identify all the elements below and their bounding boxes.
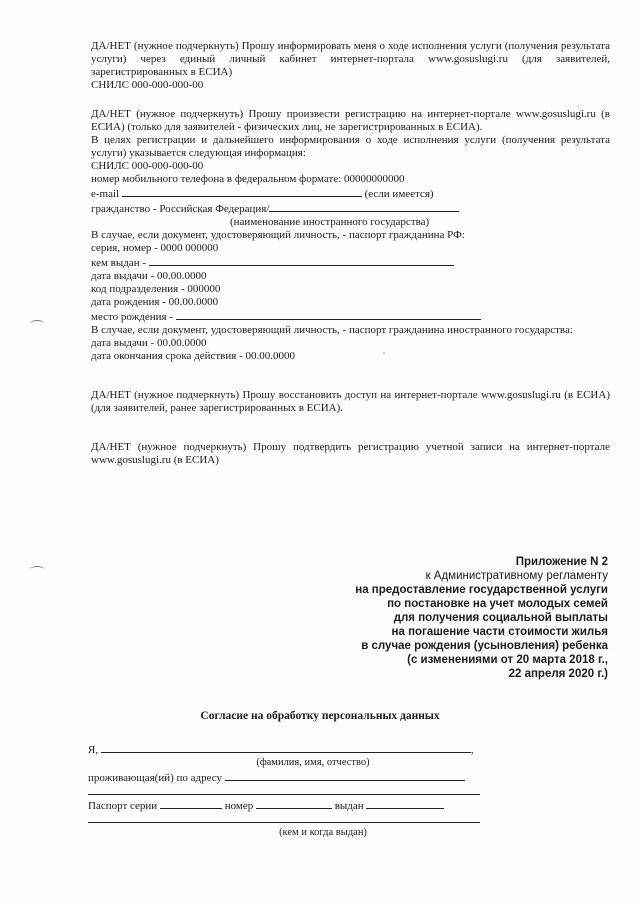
foreign-passport-intro: В случае, если документ, удостоверяющий личность, - паспорт гражданина иностранного государства: <box>91 324 573 336</box>
issued-by-line <box>55 255 610 270</box>
birth-date: дата рождения - 00.00.0000 <box>91 296 219 308</box>
annex-header <box>278 555 608 681</box>
passport-issued-label: выдан <box>334 800 364 812</box>
rf-passport-intro: В случае, если документ, удостоверяющий личность, - паспорт гражданина РФ: <box>91 229 465 241</box>
annex-line: к Административному регламенту <box>425 570 608 582</box>
email-field[interactable] <box>122 186 362 197</box>
citizenship-label: гражданство - Российская Федерация/ <box>91 203 270 215</box>
passport-series-field[interactable] <box>160 798 222 809</box>
division-code: код подразделения - 000000 <box>91 283 221 295</box>
consent-form <box>88 742 498 840</box>
fio-row: Я, , <box>88 744 474 756</box>
issue-date: дата выдачи - 00.00.0000 <box>91 270 207 282</box>
email-label: e-mail <box>91 188 120 200</box>
address-row-2 <box>88 784 498 798</box>
address-label: проживающая(ий) по адресу <box>88 772 223 784</box>
document-body <box>55 40 610 467</box>
inform-text: ДА/НЕТ (нужное подчеркнуть) Прошу информировать меня о ходе исполнения услуги (получения результата услуги) через единый личный кабинет интернет-портала www.gosuslugi.ru (для заявителей, зарегистрированных в ЕСИА) <box>91 40 610 78</box>
email-line <box>55 186 610 201</box>
snils-1: СНИЛС 000-000-000-00 <box>91 79 204 91</box>
issued-note: (кем и когда выдан) <box>279 827 367 838</box>
scan-mark <box>30 566 44 573</box>
paragraph-inform <box>55 40 610 79</box>
issued-by-label: кем выдан - <box>91 257 147 269</box>
address-field-2[interactable] <box>88 784 480 795</box>
citizenship-field[interactable] <box>269 201 459 212</box>
snils-2: СНИЛС 000-000-000-00 <box>91 160 204 172</box>
foreign-issue-date: дата выдачи - 00.00.0000 <box>91 337 207 349</box>
annex-line: в случае рождения (усыновления) ребенка <box>361 640 608 652</box>
paragraph-register: ДА/НЕТ (нужное подчеркнуть) Прошу произвести регистрацию на интернет-портале www.gosuslugi.ru (в ЕСИА) (только для заявителей - физических лиц, не зарегистрированных в ЕСИА). <box>91 108 610 133</box>
scan-mark <box>30 320 44 327</box>
passport-number-field[interactable] <box>256 798 332 809</box>
issued-row-2 <box>88 812 498 826</box>
fio-note: (фамилия, имя, отчество) <box>256 757 370 768</box>
annex-line: на предоставление государственной услуги <box>355 584 608 596</box>
consent-title: Согласие на обработку персональных данных <box>200 710 440 722</box>
passport-number-label: номер <box>224 800 254 812</box>
fio-field[interactable] <box>101 742 471 753</box>
annex-line: на погашение части стоимости жилья <box>391 626 608 638</box>
i-label: Я, <box>88 744 99 756</box>
issued-field-2[interactable] <box>88 812 480 823</box>
paragraph-confirm: ДА/НЕТ (нужное подчеркнуть) Прошу подтвердить регистрацию учетной записи на интернет-портале www.gosuslugi.ru (в ЕСИА) <box>91 441 610 466</box>
email-note: (если имеется) <box>364 188 434 200</box>
expiry-date: дата окончания срока действия - 00.00.0000 <box>91 350 295 362</box>
annex-line: (с изменениями от 20 марта 2018 г., <box>407 654 608 666</box>
citizenship-line <box>55 201 610 216</box>
annex-title: Приложение N 2 <box>515 556 608 568</box>
passport-row <box>88 798 498 812</box>
annex-line: по постановке на учет молодых семей <box>387 598 608 610</box>
passport-series-label: Паспорт серии <box>88 800 158 812</box>
birth-place-label: место рождения - <box>91 311 173 323</box>
annex-line: для получения социальной выплаты <box>393 612 608 624</box>
address-field[interactable] <box>225 770 465 781</box>
foreign-state-note: (наименование иностранного государства) <box>230 216 430 228</box>
phone-line: номер мобильного телефона в федеральном формате: 00000000000 <box>91 173 405 185</box>
birth-place-field[interactable] <box>176 309 481 320</box>
register-info-intro: В целях регистрации и дальнейшего информирования о ходе исполнения услуги (получения результата услуги) указывается следующая информация: <box>91 134 610 159</box>
address-row <box>88 770 498 784</box>
birth-place-line <box>55 309 610 324</box>
annex-line: 22 апреля 2020 г.) <box>508 668 608 680</box>
issued-by-field[interactable] <box>149 255 454 266</box>
paragraph-restore: ДА/НЕТ (нужное подчеркнуть) Прошу восстановить доступ на интернет-портале www.gosuslugi.ru (в ЕСИА) (для заявителей, ранее зарегистрированных в ЕСИА). <box>91 389 610 414</box>
series-number: серия, номер - 0000 000000 <box>91 242 219 254</box>
passport-issued-field[interactable] <box>366 798 444 809</box>
